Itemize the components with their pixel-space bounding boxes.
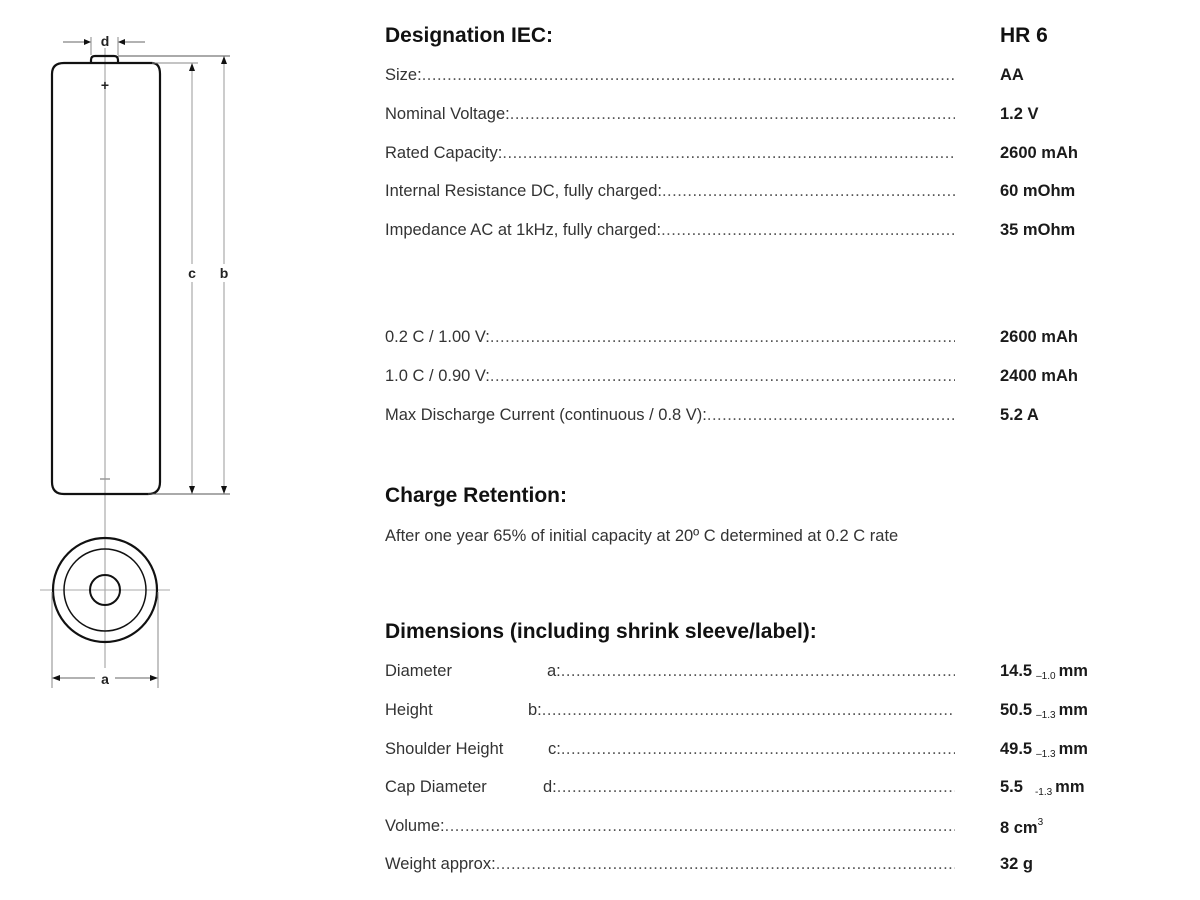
dimension-row-height xyxy=(385,701,955,723)
discharge-label: 1.0 C / 0.90 V: xyxy=(385,367,490,385)
leader-dots xyxy=(662,182,955,201)
designation-heading: Designation IEC: xyxy=(385,24,554,47)
value-number: 14.5 xyxy=(1000,662,1033,680)
c-arrow-top xyxy=(189,63,195,71)
dim-label-d: d xyxy=(100,33,110,49)
leader-dots xyxy=(561,662,955,681)
dimension-value-shoulder-height xyxy=(1000,740,1088,760)
superscript: 3 xyxy=(1037,817,1044,828)
dimension-row-weight xyxy=(385,855,955,877)
discharge-row-max-current xyxy=(385,406,955,428)
plus-sign: + xyxy=(100,77,110,93)
spec-label: Nominal Voltage: xyxy=(385,105,510,123)
b-arrow-top xyxy=(221,56,227,64)
leader-dots xyxy=(496,855,955,874)
d-arrow-left-head xyxy=(84,39,91,45)
leader-dots xyxy=(542,701,955,720)
dim-label-c: c xyxy=(188,265,196,281)
dimension-value-height xyxy=(1000,701,1088,721)
discharge-value-0-2c: 2600 mAh xyxy=(1000,328,1078,346)
dimension-value-cap-diameter xyxy=(1000,778,1085,798)
spec-row-internal-resistance xyxy=(385,182,955,204)
tolerance: -1.3 xyxy=(1034,787,1053,798)
spec-value-rated-capacity: 2600 mAh xyxy=(1000,144,1078,162)
spec-row-rated-capacity xyxy=(385,144,955,166)
spec-row-impedance xyxy=(385,221,955,243)
spec-label: Impedance AC at 1kHz, fully charged: xyxy=(385,221,662,239)
dimension-label: Shoulder Height xyxy=(385,740,504,758)
designation-value: HR 6 xyxy=(1000,24,1048,47)
dimension-value-diameter xyxy=(1000,662,1088,682)
charge-retention-heading: Charge Retention: xyxy=(385,484,568,507)
dimension-label: Volume: xyxy=(385,817,445,835)
spec-label: Rated Capacity: xyxy=(385,144,503,162)
dimension-key: d: xyxy=(543,778,557,796)
discharge-value-max-current: 5.2 A xyxy=(1000,406,1039,424)
d-arrow-right-head xyxy=(118,39,125,45)
dimension-label: Cap Diameter xyxy=(385,778,487,796)
b-arrow-bottom xyxy=(221,486,227,494)
dimension-row-diameter xyxy=(385,662,955,684)
c-arrow-bottom xyxy=(189,486,195,494)
discharge-row-1-0c xyxy=(385,367,955,389)
tolerance: –1.0 xyxy=(1036,671,1056,682)
dim-label-a: a xyxy=(101,671,109,687)
spec-value-size: AA xyxy=(1000,66,1024,84)
leader-dots xyxy=(707,406,955,425)
leader-dots xyxy=(490,328,955,347)
spec-value-nominal-voltage: 1.2 V xyxy=(1000,105,1039,123)
dimension-row-shoulder-height xyxy=(385,740,955,762)
leader-dots xyxy=(490,367,955,386)
discharge-label: Max Discharge Current (continuous / 0.8 V): xyxy=(385,406,707,424)
unit: mm xyxy=(1058,740,1088,758)
spec-row-nominal-voltage xyxy=(385,105,955,127)
leader-dots xyxy=(445,817,955,836)
discharge-value-1-0c: 2400 mAh xyxy=(1000,367,1078,385)
spec-label: Size: xyxy=(385,66,422,84)
a-arrow-left xyxy=(52,675,60,681)
leader-dots xyxy=(661,221,955,240)
unit: mm xyxy=(1058,701,1088,719)
spec-label: Internal Resistance DC, fully charged: xyxy=(385,182,662,200)
leader-dots xyxy=(510,105,955,124)
dimension-key: c: xyxy=(548,740,561,758)
tolerance: –1.3 xyxy=(1036,710,1056,721)
value-number: 5.5 xyxy=(1000,778,1023,796)
a-arrow-right xyxy=(150,675,158,681)
leader-dots xyxy=(557,778,955,797)
value-number: 49.5 xyxy=(1000,740,1033,758)
dimension-row-volume xyxy=(385,817,955,839)
dimension-key: a: xyxy=(547,662,561,680)
discharge-row-0-2c xyxy=(385,328,955,350)
charge-retention-text: After one year 65% of initial capacity at 20º C determined at 0.2 C rate xyxy=(385,527,899,545)
value-number: 50.5 xyxy=(1000,701,1033,719)
tolerance: –1.3 xyxy=(1036,749,1056,760)
discharge-label: 0.2 C / 1.00 V: xyxy=(385,328,490,346)
unit: mm xyxy=(1058,662,1088,680)
dimension-value-volume xyxy=(1000,817,1043,838)
dim-label-b: b xyxy=(219,265,229,281)
leader-dots xyxy=(502,144,955,163)
dimension-key: b: xyxy=(528,701,542,719)
leader-dots xyxy=(561,740,955,759)
spec-row-size xyxy=(385,66,955,88)
battery-drawing xyxy=(0,0,260,700)
battery-body xyxy=(52,63,160,494)
unit: mm xyxy=(1055,778,1085,796)
dimension-row-cap-diameter xyxy=(385,778,955,800)
spec-value-internal-resistance: 60 mOhm xyxy=(1000,182,1076,200)
leader-dots xyxy=(422,66,955,85)
value-number: 8 cm xyxy=(1000,819,1038,837)
dimension-value-weight: 32 g xyxy=(1000,855,1034,873)
dimensions-heading: Dimensions (including shrink sleeve/label): xyxy=(385,620,817,643)
dimension-label: Diameter xyxy=(385,662,452,680)
spec-value-impedance: 35 mOhm xyxy=(1000,221,1076,239)
dimension-label: Height xyxy=(385,701,433,719)
dimension-label: Weight approx: xyxy=(385,855,496,873)
